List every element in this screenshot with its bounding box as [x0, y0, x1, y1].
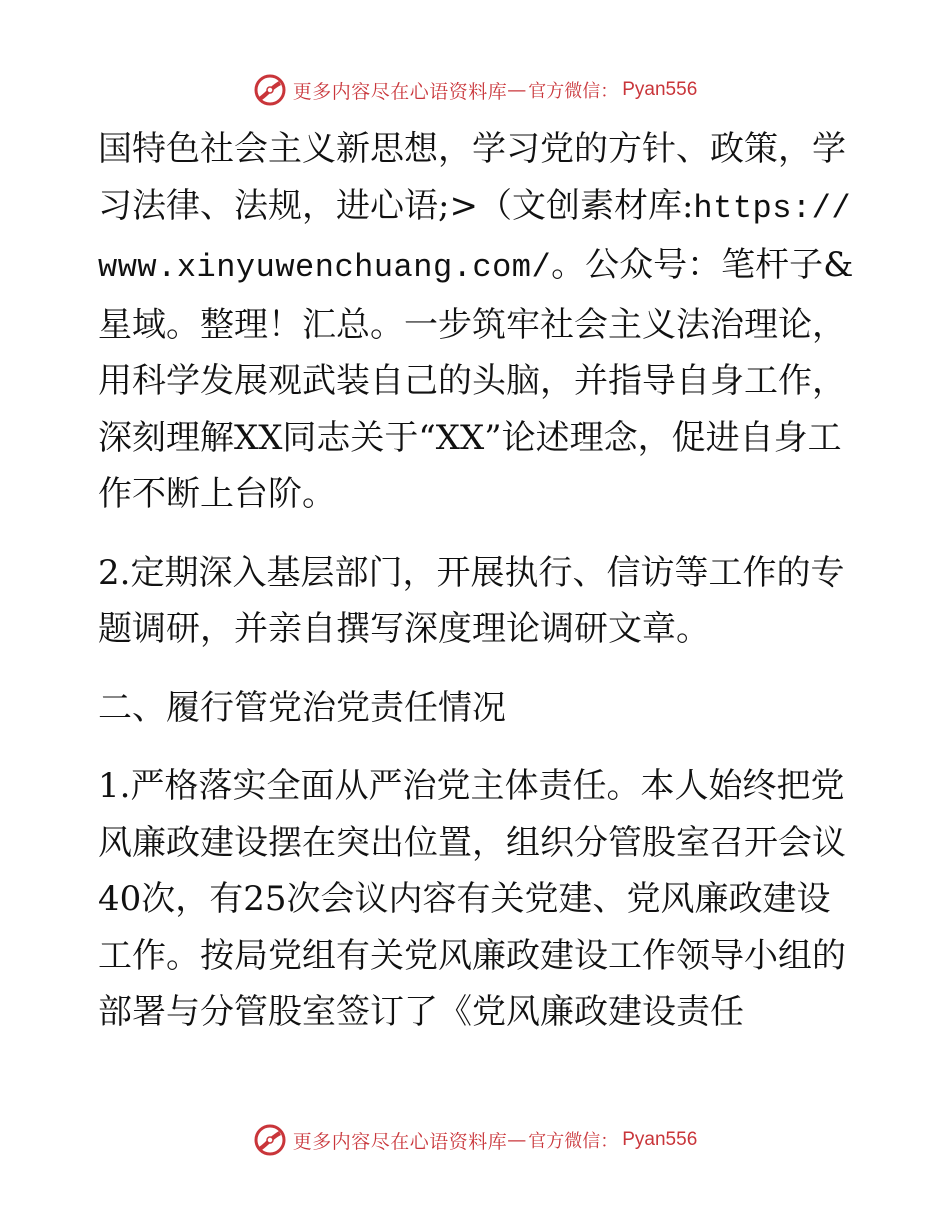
section-heading: 二、履行管党治党责任情况	[98, 687, 506, 728]
watermark-account: Pyan556	[622, 1129, 698, 1150]
pen-nib-logo-icon	[253, 73, 287, 107]
watermark-brand: 更多内容尽在心语资料库	[292, 80, 508, 103]
watermark-separator: —	[507, 79, 527, 101]
watermark-account: Pyan556	[622, 79, 698, 100]
paragraph-1-part1: 国特色社会主义新思想，学习党的方针、政策，学习法律、法规，进心语;>（文创素材库:	[98, 129, 846, 226]
watermark-brand: 更多内容尽在心语资料库	[292, 1130, 508, 1153]
source-url: https://www.xinyuwenchuang.com/	[98, 189, 852, 286]
paragraph-2: 2.定期深入基层部门，开展执行、信访等工作的专题调研，并亲自撰写深度理论调研文章。	[98, 552, 845, 649]
watermark-separator: —	[507, 1129, 527, 1151]
paragraph-1	[98, 121, 858, 523]
watermark-label: 官方微信：	[528, 81, 619, 102]
paragraph-1-part2: 。公众号：笔杆子&星域。整理！汇总。一步筑牢社会主义法治理论，用科学发展观武装自己的头脑，并指导自身工作，深刻理解XX同志关于“XX”论述理念，促进自身工作不断上台阶。	[98, 245, 854, 514]
footer-watermark	[0, 1120, 950, 1160]
watermark-label: 官方微信：	[528, 1131, 619, 1152]
header-watermark	[0, 70, 950, 110]
paragraph-3: 1.严格落实全面从严治党主体责任。本人始终把党风廉政建设摆在突出位置，组织分管股室召开会议40次，有25次会议内容有关党建、党风廉政建设工作。按局党组有关党风廉政建设工作领导小组的部署与分管股室签订了《党风廉政建设责任	[98, 766, 846, 1032]
pen-nib-logo-icon	[253, 1123, 287, 1157]
document-body	[98, 121, 858, 1041]
